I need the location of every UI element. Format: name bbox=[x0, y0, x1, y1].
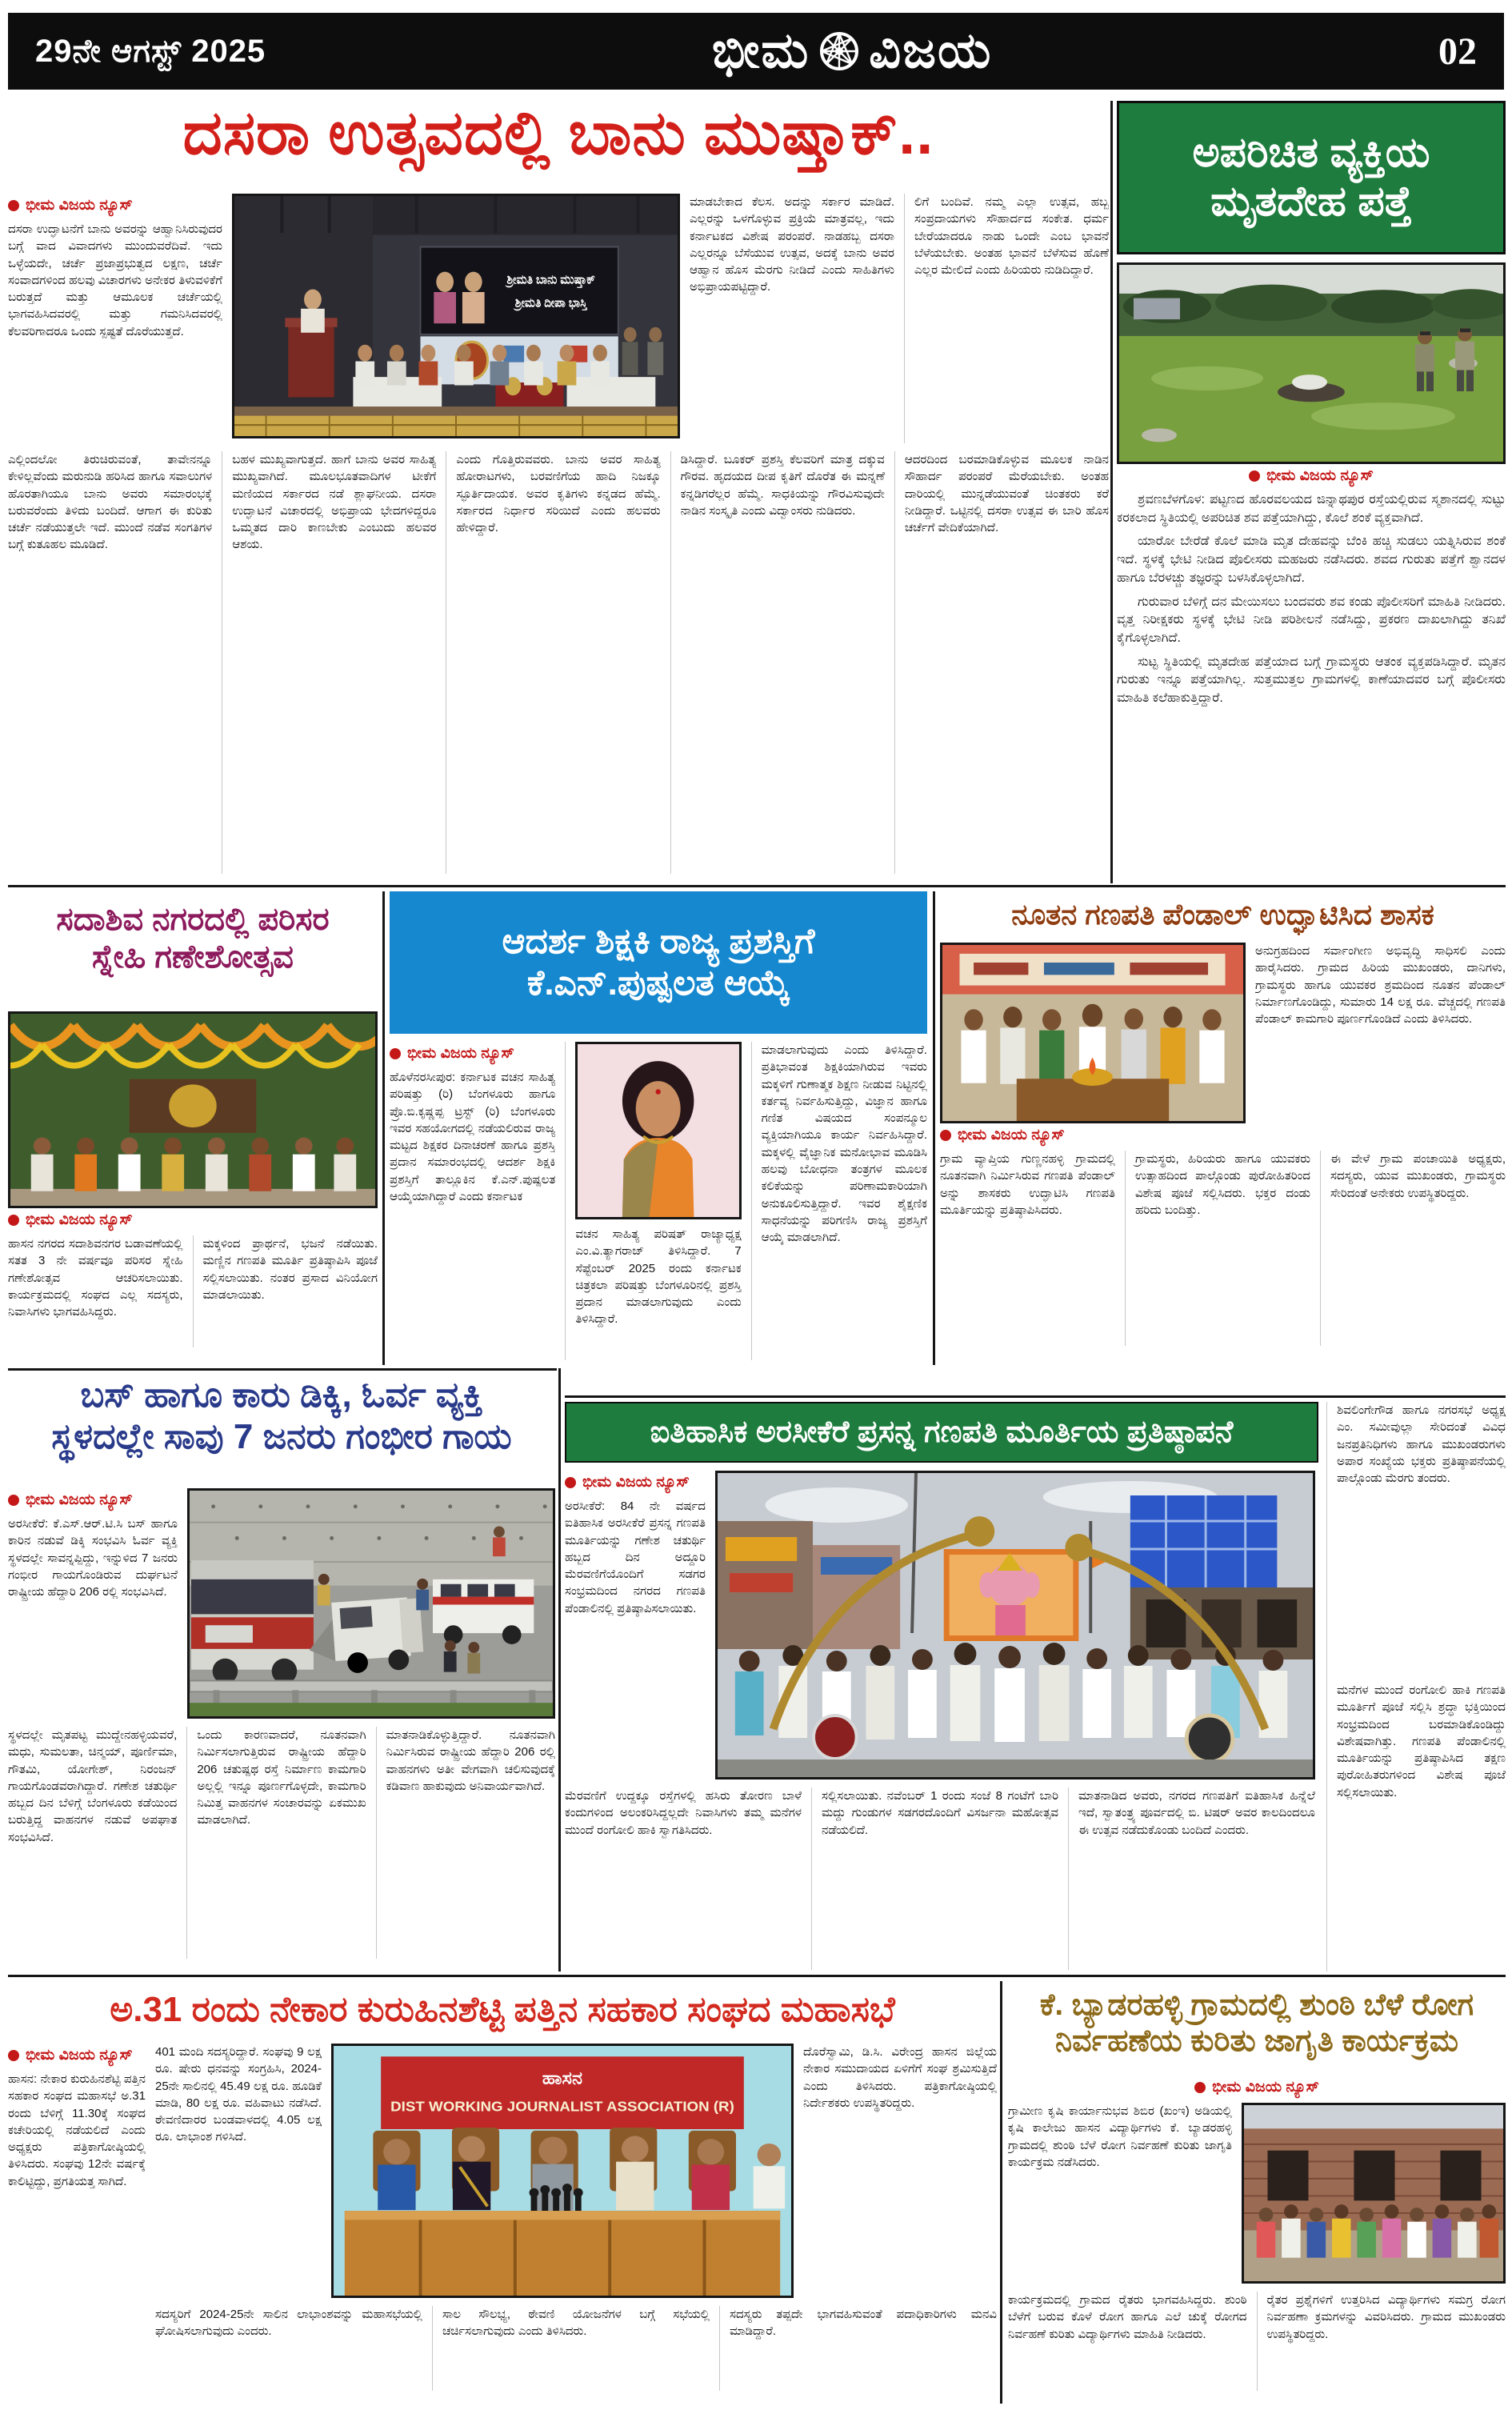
ginger-bottom-2: ರೈತರ ಪ್ರಶ್ನೆಗಳಿಗೆ ಉತ್ತರಿಸಿದ ವಿದ್ಯಾರ್ಥಿಗಳು ಸಮಗ್ರ ರೋಗ ನಿರ್ವಹಣಾ ಕ್ರಮಗಳನ್ನು ವಿವರಿಸಿದರು. ಗ್ರಾಮದ ಮುಖಂಡರು ಉಪಸ್ಥಿತರಿದ್ದರು. bbox=[1257, 2292, 1506, 2391]
article-neykara bbox=[8, 1981, 997, 2404]
byline-text: ಭೀಮ ವಿಜಯ ನ್ಯೂಸ್ bbox=[958, 1127, 1065, 1143]
headline-line-2: ಸ್ನೇಹಿ ಗಣೇಶೋತ್ಸವ bbox=[92, 939, 294, 975]
headline-sadashiva bbox=[8, 891, 378, 1011]
neykara-bottom-3: ಸದಸ್ಯರು ತಪ್ಪದೇ ಭಾಗವಹಿಸುವಂತೆ ಪದಾಧಿಕಾರಿಗಳು ಮನವಿ ಮಾಡಿದ್ದಾರೆ. bbox=[719, 2306, 997, 2391]
pendal-col-1: ಗ್ರಾಮ ವ್ಯಾಪ್ತಿಯ ಗುಣ್ಣನಹಳ್ಳಿ ಗ್ರಾಮದಲ್ಲಿ ನೂತನವಾಗಿ ನಿರ್ಮಿಸಿರುವ ಗಣಪತಿ ಪೆಂಡಾಲ್ ಅನ್ನು ಶಾಸಕರು ಉದ್ಘಾಟಿಸಿ ಗಣಪತಿ ಮೂರ್ತಿಯನ್ನು ಪ್ರತಿಷ್ಠಾಪಿಸಿದರು. bbox=[940, 1152, 1115, 1217]
byline-bullet-icon bbox=[8, 1495, 19, 1506]
press-conference-illustration bbox=[334, 2046, 791, 2296]
teacher-col-2: ವಚನ ಸಾಹಿತ್ಯ ಪರಿಷತ್ ರಾಜ್ಯಾಧ್ಯಕ್ಷ ಎಂ.ವಿ.ತ್ಯಾಗರಾಜ್ ತಿಳಿಸಿದ್ದಾರೆ. 7 ಸೆಪ್ಟೆಂಬರ್ 2025 ರಂದು ಕರ್ನಾಟಕ ಚಿತ್ರಕಲಾ ಪರಿಷತ್ತು ಬೆಂಗಳೂರಿನಲ್ಲಿ ಪ್ರಶಸ್ತಿ ಪ್ರದಾನ ಮಾಡಲಾಗುವುದು ಎಂದು ತಿಳಿಸಿದ್ದಾರೆ. bbox=[575, 1227, 742, 1327]
article-bus-accident bbox=[8, 1375, 555, 1972]
divider-vertical bbox=[1110, 101, 1113, 883]
byline bbox=[1117, 467, 1506, 485]
divider-horizontal bbox=[8, 1975, 1506, 1977]
headline-line-1: ಅಪರಿಚಿತ ವ್ಯಕ್ತಿಯ bbox=[1192, 129, 1430, 176]
newspaper-title bbox=[712, 22, 993, 80]
article-teacher-award bbox=[390, 891, 927, 1365]
field-illustration bbox=[1119, 265, 1503, 462]
divider-horizontal bbox=[565, 1395, 1506, 1398]
byline-text: ಭೀಮ ವಿಜಯ ನ್ಯೂಸ್ bbox=[407, 1045, 514, 1062]
byline-text: ಭೀಮ ವಿಜಯ ನ್ಯೂಸ್ bbox=[26, 1211, 133, 1228]
byline-bullet-icon bbox=[940, 1130, 951, 1141]
svg-text:ಹಾಸನ: ಹಾಸನ bbox=[542, 2067, 583, 2088]
dasara-col-8: ಎಂದು ಗೊತ್ತಿರುವವರು. ಬಾನು ಅವರ ಸಾಹಿತ್ಯ ಹೋರಾಟಗಳು, ಬರವಣಿಗೆಯ ಹಾದಿ ನಿಜಕ್ಕೂ ಸ್ಫೂರ್ತಿದಾಯಕ. ಅವರ ಕೃತಿಗಳು ಕನ್ನಡದ ಹೆಮ್ಮೆ. ಸರ್ಕಾರದ ನಿರ್ಧಾರ ಸರಿಯಿದೆ ಎಂದು ಹಲವರು ಹೇಳಿದ್ದಾರೆ. bbox=[446, 451, 660, 874]
headline-ginger bbox=[1008, 1981, 1506, 2076]
byline bbox=[940, 1127, 1506, 1144]
divider-horizontal bbox=[8, 885, 1506, 887]
article-ginger bbox=[1008, 1981, 1506, 2404]
bus-col-4: ಮಾತನಾಡಿಕೊಳ್ಳುತ್ತಿದ್ದಾರೆ. ನೂತನವಾಗಿ ನಿರ್ಮಿಸಿರುವ ರಾಷ್ಟ್ರೀಯ ಹೆದ್ದಾರಿ 206 ರಲ್ಲಿ ವಾಹನಗಳು ಅತೀ ವೇಗವಾಗಿ ಚಲಿಸುವುದಕ್ಕೆ ಕಡಿವಾಣ ಹಾಕುವುದು ಅನಿವಾರ್ಯವಾಗಿದೆ. bbox=[376, 1727, 555, 1959]
photo-teacher-portrait bbox=[575, 1042, 741, 1219]
pendal-col-2: ಗ್ರಾಮಸ್ಥರು, ಹಿರಿಯರು ಹಾಗೂ ಯುವಕರು ಉತ್ಸಾಹದಿಂದ ಪಾಲ್ಗೊಂಡು ಪುರೋಹಿತರಿಂದ ವಿಶೇಷ ಪೂಜೆ ಸಲ್ಲಿಸಿದರು. ಭಕ್ತರ ದಂಡು ಹರಿದು ಬಂದಿತ್ತು. bbox=[1125, 1151, 1310, 1346]
arasikere-col-1: ಮೆರವಣಿಗೆ ಉದ್ದಕ್ಕೂ ರಸ್ತೆಗಳಲ್ಲಿ ಹಸಿರು ತೋರಣ ಬಾಳೆ ಕಂದುಗಳಿಂದ ಅಲಂಕರಿಸಿದ್ದಲ್ಲದೇ ನಿವಾಸಿಗಳು ತಮ್ಮ ಮನೆಗಳ ಮುಂದೆ ರಂಗೋಲಿ ಹಾಕಿ ಸ್ವಾಗತಿಸಿದರು. bbox=[565, 1789, 802, 1837]
headline-line-2: ಸ್ಥಳದಲ್ಲೇ ಸಾವು 7 ಜನರು ಗಂಭೀರ ಗಾಯ bbox=[51, 1416, 512, 1456]
edition-date: 29ನೇ ಆಗಸ್ಟ್ 2025 bbox=[35, 33, 266, 69]
pendal-illustration bbox=[942, 945, 1243, 1121]
divider-vertical bbox=[382, 891, 385, 1365]
masthead-word-right: ವಿಜಯ bbox=[869, 23, 993, 78]
byline-text: ಭೀಮ ವಿಜಯ ನ್ಯೂಸ್ bbox=[26, 1491, 133, 1508]
ginger-bottom-1: ಕಾರ್ಯಕ್ರಮದಲ್ಲಿ ಗ್ರಾಮದ ರೈತರು ಭಾಗವಹಿಸಿದ್ದರು. ಶುಂಠಿ ಬೆಳೆಗೆ ಬರುವ ಕೊಳೆ ರೋಗ ಹಾಗೂ ಎಲೆ ಚುಕ್ಕೆ ರೋಗದ ನಿರ್ವಹಣೆ ಕುರಿತು ವಿದ್ಯಾರ್ಥಿಗಳು ಮಾಹಿತಿ ನೀಡಿದರು. bbox=[1008, 2293, 1247, 2341]
neykara-col-3: ದೊರೆಸ್ವಾಮಿ, ಡಿ.ಸಿ. ವಿರೇಂದ್ರ ಹಾಸನ ಜಿಲ್ಲೆಯ ನೇಕಾರ ಸಮುದಾಯದ ಏಳಿಗೆಗೆ ಸಂಘ ಶ್ರಮಿಸುತ್ತಿದೆ ಎಂದು ತಿಳಿಸಿದರು. ಪತ್ರಿಕಾಗೋಷ್ಠಿಯಲ್ಲಿ ನಿರ್ದೇಶಕರು ಉಪಸ್ಥಿತರಿದ್ದರು. bbox=[803, 2045, 997, 2110]
headline-pendal: ನೂತನ ಗಣಪತಿ ಪೆಂಡಾಲ್ ಉದ್ಘಾಟಿಸಿದ ಶಾಸಕ bbox=[1011, 898, 1434, 931]
article-dead-body bbox=[1117, 101, 1506, 883]
headline-dasara: ದಸರಾ ಉತ್ಸವದಲ್ಲಿ ಬಾನು ಮುಷ್ತಾಕ್.. bbox=[182, 99, 934, 167]
bus-col-3: ಒಂದು ಕಾರಣವಾದರೆ, ನೂತನವಾಗಿ ನಿರ್ಮಿಸಲಾಗುತ್ತಿರುವ ರಾಷ್ಟ್ರೀಯ ಹೆದ್ದಾರಿ 206 ಚತುಷ್ಪಥ ರಸ್ತೆ ನಿರ್ಮಾಣ ಕಾಮಗಾರಿ ಅಲ್ಲಲ್ಲಿ ಇನ್ನೂ ಪೂರ್ಣಗೊಳ್ಳದೇ, ಕಾಮಗಾರಿ ನಿಮಿತ್ತ ವಾಹನಗಳ ಸಂಚಾರವನ್ನು ಏಕಮುಖ ಮಾಡಲಾಗಿದೆ. bbox=[186, 1727, 366, 1959]
paragraph: ಯಾರೋ ಬೇರೆಡೆ ಕೊಲೆ ಮಾಡಿ ಮೃತ ದೇಹವನ್ನು ಬೆಂಕಿ ಹಚ್ಚಿ ಸುಡಲು ಯತ್ನಿಸಿರುವ ಶಂಕೆ ಇದೆ. ಸ್ಥಳಕ್ಕೆ ಭೇಟಿ ನೀಡಿದ ಪೊಲೀಸರು ಮಹಜರು ನಡೆಸಿದರು. ಶವದ ಗುರುತು ಪತ್ತೆಗೆ ಶ್ವಾನದಳ ಹಾಗೂ ಬೆರಳಚ್ಚು ತಜ್ಞರನ್ನು ಬಳಸಿಕೊಳ್ಳಲಾಗಿದೆ. bbox=[1117, 534, 1506, 585]
headline-line-1: ಬಸ್ ಹಾಗೂ ಕಾರು ಡಿಕ್ಕಿ, ಓರ್ವ ವ್ಯಕ್ತಿ bbox=[80, 1375, 483, 1415]
teacher-col-1: ಹೊಳೆನರಸೀಪುರ: ಕರ್ನಾಟಕ ವಚನ ಸಾಹಿತ್ಯ ಪರಿಷತ್ತು (ರಿ) ಬೆಂಗಳೂರು ಹಾಗೂ ಪ್ರೊ.ಬಿ.ಕೃಷ್ಣಪ್ಪ ಟ್ರಸ್ಟ್ (ರಿ) ಬೆಂಗಳೂರು ಇವರ ಸಹಯೋಗದಲ್ಲಿ ನಡೆಯಲಿರುವ ರಾಜ್ಯ ಮಟ್ಟದ ಶಿಕ್ಷಕರ ದಿನಾಚರಣೆ ಹಾಗೂ ಪ್ರಶಸ್ತಿ ಪ್ರದಾನ ಸಮಾರಂಭದಲ್ಲಿ ಆದರ್ಶ ಶಿಕ್ಷಕಿ ಪ್ರಶಸ್ತಿಗೆ ತಾಲ್ಲೂಕಿನ ಕೆ.ಎನ್.ಪುಷ್ಪಲತ ಆಯ್ಕೆಯಾಗಿದ್ದಾರೆ ಎಂದು ಕರ್ನಾಟಕ bbox=[390, 1071, 556, 1204]
photo-village-awareness bbox=[1242, 2103, 1506, 2284]
svg-text:DIST WORKING JOURNALIST ASSOCI: DIST WORKING JOURNALIST ASSOCIATION (R) bbox=[390, 2097, 734, 2115]
byline-text: ಭೀಮ ವಿಜಯ ನ್ಯೂಸ್ bbox=[26, 2047, 133, 2064]
byline-bullet-icon bbox=[8, 2050, 19, 2061]
byline-bullet-icon bbox=[390, 1048, 401, 1059]
photo-bus-car-crash bbox=[187, 1488, 555, 1719]
byline bbox=[565, 1474, 706, 1491]
bus-col-1: ಅರಸೀಕೆರೆ: ಕೆ.ಎಸ್.ಆರ್.ಟಿ.ಸಿ ಬಸ್ ಹಾಗೂ ಕಾರಿನ ನಡುವೆ ಡಿಕ್ಕಿ ಸಂಭವಿಸಿ ಓರ್ವ ವ್ಯಕ್ತಿ ಸ್ಥಳದಲ್ಲೇ ಸಾವನ್ನಪ್ಪಿದ್ದು, ಇನ್ನುಳಿದ 7 ಜನರು ಗಂಭೀರ ಗಾಯಗೊಂಡಿರುವ ದುರ್ಘಟನೆ ರಾಷ್ಟ್ರೀಯ ಹೆದ್ದಾರಿ 206 ರಲ್ಲಿ ಸಂಭವಿಸಿದೆ. bbox=[8, 1517, 178, 1599]
page-number: 02 bbox=[1438, 30, 1477, 73]
byline-bullet-icon bbox=[8, 1215, 19, 1226]
headline-line-2: ನಿರ್ವಹಣೆಯ ಕುರಿತು ಜಾಗೃತಿ ಕಾರ್ಯಕ್ರಮ bbox=[1054, 2024, 1459, 2058]
arasikere-lead: ಅರಸೀಕೆರೆ: 84 ನೇ ವರ್ಷದ ಐತಿಹಾಸಿಕ ಅರಸೀಕೆರೆ ಪ್ರಸನ್ನ ಗಣಪತಿ ಮೂರ್ತಿಯನ್ನು ಗಣೇಶ ಚತುರ್ಥಿ ಹಬ್ಬದ ದಿನ ಅದ್ದೂರಿ ಮೆರವಣಿಗೆಯೊಂದಿಗೆ ಸಡಗರ ಸಂಭ್ರಮದಿಂದ ನಗರದ ಗಣಪತಿ ಪೆಂಡಾಲಿನಲ್ಲಿ ಪ್ರತಿಷ್ಠಾಪಿಸಲಾಯಿತು. bbox=[565, 1499, 706, 1615]
article-dasara bbox=[8, 98, 1109, 883]
dasara-col-9: ಡಿಸಿದ್ದಾರೆ. ಬೂಕರ್ ಪ್ರಶಸ್ತಿ ಕೆಲವರಿಗೆ ಮಾತ್ರ ದಕ್ಕುವ ಗೌರವ. ಹೃದಯದ ದೀಪ ಕೃತಿಗೆ ದೊರೆತ ಈ ಮನ್ನಣೆ ಕನ್ನಡಿಗರೆಲ್ಲರ ಹೆಮ್ಮೆ. ಸಾಧಕಿಯನ್ನು ಗೌರವಿಸುವುದೇ ನಾಡಿನ ಸಂಸ್ಕೃತಿ ಎಂದು ವಿದ್ವಾಂಸರು ನುಡಿದರು. bbox=[670, 451, 885, 874]
arasikere-col-3: ಮಾತನಾಡಿದ ಅವರು, ನಗರದ ಗಣಪತಿಗೆ ಐತಿಹಾಸಿಕ ಹಿನ್ನೆಲೆ ಇದೆ, ಸ್ವಾತಂತ್ರ್ಯ ಪೂರ್ವದಲ್ಲಿ ಬಿ. ಟಿಷರ್ ಅವರ ಕಾಲದಿಂದಲೂ ಈ ಉತ್ಸವ ನಡೆದುಕೊಂಡು ಬಂದಿದೆ ಎಂದರು. bbox=[1068, 1787, 1315, 1970]
dasara-col-10: ಆದರದಿಂದ ಬರಮಾಡಿಕೊಳ್ಳುವ ಮೂಲಕ ನಾಡಿನ ಸೌಹಾರ್ದ ಪರಂಪರೆ ಮೆರೆಯಬೇಕು. ಅಂತಹ ದಾರಿಯಲ್ಲಿ ಮುನ್ನಡೆಯುವಂತೆ ಚಿಂತಕರು ಕರೆ ನೀಡಿದ್ದಾರೆ. ಒಟ್ಟಿನಲ್ಲಿ ದಸರಾ ಉತ್ಸವ ಈ ಬಾರಿ ಹೊಸ ಚರ್ಚೆಗೆ ವೇದಿಕೆಯಾಗಿದೆ. bbox=[894, 451, 1109, 874]
divider-horizontal bbox=[8, 1368, 557, 1371]
paragraph: ಸುಟ್ಟ ಸ್ಥಿತಿಯಲ್ಲಿ ಮೃತದೇಹ ಪತ್ತೆಯಾದ ಬಗ್ಗೆ ಗ್ರಾಮಸ್ಥರು ಆತಂಕ ವ್ಯಕ್ತಪಡಿಸಿದ್ದಾರೆ. ಮೃತನ ಗುರುತು ಇನ್ನೂ ಪತ್ತೆಯಾಗಿಲ್ಲ. ಸುತ್ತಮುತ್ತಲ ಗ್ರಾಮಗಳಲ್ಲಿ ಕಾಣೆಯಾದವರ ಬಗ್ಗೆ ಪೊಲೀಸರು ಮಾಹಿತಿ ಕಲೆಹಾಕುತ್ತಿದ್ದಾರೆ. bbox=[1117, 655, 1506, 706]
dasara-col-6: ಎಲ್ಲಿಂದಲೋ ತಿರುಚಿರುವಂತೆ, ತಾವೇನನ್ನೂ ಕೇಳಿಲ್ಲವೆಂದು ಮರುನುಡಿ ಹರಿಸಿದ ಹಾಗೂ ಸವಾಲುಗಳ ಹೊರತಾಗಿಯೂ ಬಾನು ಅವರು ಸಮಾರಂಭಕ್ಕೆ ಬರುವರೆಂದು ತಿಳಿದು ಬಂದಿದೆ. ಆಗಾಗ ಈ ಕುರಿತು ಚರ್ಚೆ ನಡೆಯುತ್ತಲೇ ಇದೆ. ಮುಂದೆ ನಡೆವ ಸಂಗತಿಗಳ ಬಗ್ಗೆ ಕುತೂಹಲ ಮೂಡಿದೆ. bbox=[8, 453, 213, 552]
headline-line-1: ಸದಾಶಿವ ನಗರದಲ್ಲಿ ಪರಿಸರ bbox=[56, 902, 330, 937]
dasara-col-7: ಬಹಳ ಮುಖ್ಯವಾಗುತ್ತದೆ. ಹಾಗೆ ಬಾನು ಅವರ ಸಾಹಿತ್ಯ ಮುಖ್ಯವಾಗಿದೆ. ಮೂಲಭೂತವಾದಿಗಳ ಟೀಕೆಗೆ ಮಣಿಯದ ಸರ್ಕಾರದ ನಡೆ ಶ್ಲಾಘನೀಯ. ದಸರಾ ಉದ್ಘಾಟನೆ ವಿಚಾರದಲ್ಲಿ ಅಭಿಪ್ರಾಯ ಭೇದಗಳಿದ್ದರೂ ಒಮ್ಮತದ ದಾರಿ ಕಾಣಬೇಕು ಎಂಬುದು ಹಲವರ ಆಶಯ. bbox=[222, 451, 436, 874]
neykara-col-2: 401 ಮಂದಿ ಸದಸ್ಯರಿದ್ದಾರೆ. ಸಂಘವು 9 ಲಕ್ಷ ರೂ. ಷೇರು ಧನವನ್ನು ಸಂಗ್ರಹಿಸಿ, 2024-25ನೇ ಸಾಲಿನಲ್ಲಿ 45.49 ಲಕ್ಷ ರೂ. ಹೂಡಿಕೆ ಮಾಡಿ, 80 ಲಕ್ಷ ರೂ. ವಹಿವಾಟು ನಡೆಸಿದೆ. ಠೇವಣಿದಾರರ ಬಂಡವಾಳದಲ್ಲಿ 4.05 ಲಕ್ಷ ರೂ. ಲಾಭಾಂಶ ಗಳಿಸಿದೆ. bbox=[155, 2045, 322, 2144]
headline-line-1: ಕೆ. ಬ್ಯಾಡರಹಳ್ಳಿ ಗ್ರಾಮದಲ್ಲಿ ಶುಂಠಿ ಬೆಳೆ ರೋಗ bbox=[1039, 1988, 1474, 2022]
neykara-col-1: ಹಾಸನ: ನೇಕಾರ ಕುರುಹಿನಶೆಟ್ಟಿ ಪತ್ತಿನ ಸಹಕಾರ ಸಂಘದ ಮಹಾಸಭೆ ಅ.31 ರಂದು ಬೆಳಿಗ್ಗೆ 11.30ಕ್ಕೆ ಸಂಘದ ಕಚೇರಿಯಲ್ಲಿ ನಡೆಯಲಿದೆ ಎಂದು ಅಧ್ಯಕ್ಷರು ಪತ್ರಿಕಾಗೋಷ್ಠಿಯಲ್ಲಿ ತಿಳಿಸಿದರು. ಸಂಘವು 12ನೇ ವರ್ಷಕ್ಕೆ ಕಾಲಿಟ್ಟಿದ್ದು, ಪ್ರಗತಿಯತ್ತ ಸಾಗಿದೆ. bbox=[8, 2072, 146, 2188]
photo-stage-event bbox=[232, 194, 680, 438]
byline-text: ಭೀಮ ವಿಜಯ ನ್ಯೂಸ್ bbox=[1212, 2079, 1319, 2096]
headline-neykara: ಅ.31 ರಂದು ನೇಕಾರ ಕುರುಹಿನಶೆಟ್ಟಿ ಪತ್ತಿನ ಸಹಕಾರ ಸಂಘದ ಮಹಾಸಭೆ bbox=[110, 1990, 895, 2029]
byline bbox=[390, 1045, 555, 1063]
pendal-col-3: ಈ ವೇಳೆ ಗ್ರಾಮ ಪಂಚಾಯಿತಿ ಅಧ್ಯಕ್ಷರು, ಸದಸ್ಯರು, ಯುವ ಮುಖಂಡರು, ಗ್ರಾಮಸ್ಥರು ಸೇರಿದಂತೆ ಅನೇಕರು ಉಪಸ್ಥಿತರಿದ್ದರು. bbox=[1320, 1151, 1506, 1346]
sadashiva-col-1: ಹಾಸನ ನಗರದ ಸದಾಶಿವನಗರ ಬಡಾವಣೆಯಲ್ಲಿ ಸತತ 3 ನೇ ವರ್ಷವೂ ಪರಿಸರ ಸ್ನೇಹಿ ಗಣೇಶೋತ್ಸವ ಆಚರಿಸಲಾಯಿತು. ಕಾರ್ಯಕ್ರಮದಲ್ಲಿ ಸಂಘದ ಎಲ್ಲ ಸದಸ್ಯರು, ನಿವಾಸಿಗಳು ಭಾಗವಹಿಸಿದ್ದರು. bbox=[8, 1237, 183, 1319]
article-sadashiva bbox=[8, 891, 378, 1365]
photo-ganapati-procession bbox=[715, 1471, 1315, 1779]
dasara-col-4: ಮಾಡಬೇಕಾದ ಕೆಲಸ. ಅದನ್ನು ಸರ್ಕಾರ ಮಾಡಿದೆ. ಎಲ್ಲರನ್ನು ಒಳಗೊಳ್ಳುವ ಪ್ರಕ್ರಿಯೆ ಮಾತ್ರವಲ್ಲ, ಇದು ಕರ್ನಾಟಕದ ವಿಶೇಷ ಪರಂಪರೆ. ನಾಡಹಬ್ಬ ದಸರಾ ಎಲ್ಲರನ್ನೂ ಬೆಸೆಯುವ ಉತ್ಸವ, ಅದಕ್ಕೆ ಬಾನು ಅವರ ಆಹ್ವಾನ ಹೊಸ ಮೆರಗು ನೀಡಿದೆ ಎಂದು ಸಾಹಿತಿಗಳು ಅಭಿಪ್ರಾಯಪಟ್ಟಿದ್ದಾರೆ. bbox=[690, 195, 894, 294]
crash-illustration bbox=[190, 1491, 553, 1716]
svg-text:ಶ್ರೀಮತಿ ದೀಪಾ ಭಾಸ್ತಿ: ಶ್ರೀಮತಿ ದೀಪಾ ಭಾಸ್ತಿ bbox=[514, 295, 587, 310]
paragraph: ಗುರುವಾರ ಬೆಳಿಗ್ಗೆ ದನ ಮೇಯಿಸಲು ಬಂದವರು ಶವ ಕಂಡು ಪೊಲೀಸರಿಗೆ ಮಾಹಿತಿ ನೀಡಿದರು. ವೃತ್ತ ನಿರೀಕ್ಷಕರು ಸ್ಥಳಕ್ಕೆ ಭೇಟಿ ನೀಡಿ ಪರಿಶೀಲನೆ ನಡೆಸಿದ್ದು, ಪ್ರಕರಣ ದಾಖಲಾಗಿದ್ದು ತನಿಖೆ ಕೈಗೊಳ್ಳಲಾಗಿದೆ. bbox=[1117, 594, 1506, 646]
dasara-col-5: ಲಿಗೆ ಬಂದಿವೆ. ನಮ್ಮ ಎಲ್ಲಾ ಉತ್ಸವ, ಹಬ್ಬ ಸಂಪ್ರದಾಯಗಳು ಸೌಹಾರ್ದದ ಸಂಕೇತ. ಧರ್ಮ ಬೇರೆಯಾದರೂ ನಾಡು ಒಂದೇ ಎಂಬ ಭಾವನೆ ಬೆಳೆಯಬೇಕು. ಅಂತಹ ಭಾವನೆ ಬೆಳೆಸುವ ಹೊಣೆ ಎಲ್ಲರ ಮೇಲಿದೆ ಎಂದು ಹಿರಿಯರು ನುಡಿದಿದ್ದಾರೆ. bbox=[904, 194, 1109, 443]
masthead-bar bbox=[8, 13, 1504, 90]
byline bbox=[8, 1491, 178, 1509]
teacher-col-3: ಮಾಡಲಾಗುವುದು ಎಂದು ತಿಳಿಸಿದ್ದಾರೆ. ಪ್ರತಿಭಾವಂತ ಶಿಕ್ಷಕಿಯಾಗಿರುವ ಇವರು ಮಕ್ಕಳಿಗೆ ಗುಣಾತ್ಮಕ ಶಿಕ್ಷಣ ನೀಡುವ ನಿಟ್ಟಿನಲ್ಲಿ ಕರ್ತವ್ಯ ನಿರ್ವಹಿಸುತ್ತಿದ್ದು, ವಿಜ್ಞಾನ ಹಾಗೂ ಗಣಿತ ವಿಷಯದ ಸಂಪನ್ಮೂಲ ವ್ಯಕ್ತಿಯಾಗಿಯೂ ಕಾರ್ಯ ನಿರ್ವಹಿಸಿದ್ದಾರೆ. ಮಕ್ಕಳಲ್ಲಿ ವೈಜ್ಞಾನಿಕ ಮನೋಭಾವ ಮೂಡಿಸಿ ಹಲವು ಬೋಧನಾ ತಂತ್ರಗಳ ಮೂಲಕ ಕಲಿಕೆಯನ್ನು ಪರಿಣಾಮಕಾರಿಯಾಗಿ ಅನುಕೂಲಿಸುತ್ತಿದ್ದಾರೆ. ಇವರ ಶೈಕ್ಷಣಿಕ ಸಾಧನೆಯನ್ನು ಪರಿಗಣಿಸಿ ರಾಜ್ಯ ಪ್ರಶಸ್ತಿಗೆ ಆಯ್ಕೆ ಮಾಡಲಾಗಿದೆ. bbox=[751, 1042, 927, 1360]
divider-vertical bbox=[558, 1368, 561, 1972]
article-pendal bbox=[940, 891, 1506, 1365]
photo-garland-ganeshotsava bbox=[8, 1011, 378, 1208]
article-arasikere bbox=[565, 1402, 1506, 1972]
headline-dead-body bbox=[1117, 101, 1506, 254]
byline-bullet-icon bbox=[565, 1477, 576, 1488]
masthead-word-left: ಭೀಮ bbox=[711, 23, 810, 78]
byline-text: ಭೀಮ ವಿಜಯ ನ್ಯೂಸ್ bbox=[26, 197, 133, 214]
arasikere-side-2: ಮನೆಗಳ ಮುಂದೆ ರಂಗೋಲಿ ಹಾಕಿ ಗಣಪತಿ ಮೂರ್ತಿಗೆ ಪೂಜೆ ಸಲ್ಲಿಸಿ ಶ್ರದ್ಧಾ ಭಕ್ತಿಯಿಂದ ಸಂಭ್ರಮದಿಂದ ಬರಮಾಡಿಕೊಂಡಿದ್ದು ವಿಶೇಷವಾಗಿತ್ತು. ಗಣಪತಿ ಪೆಂಡಾಲಿನಲ್ಲಿ ಮೂರ್ತಿಯನ್ನು ಪ್ರತಿಷ್ಠಾಪಿಸಿದ ತಕ್ಷಣ ಪುರೋಹಿತರುಗಳಿಂದ ವಿಶೇಷ ಪೂಜೆ ಸಲ್ಲಿಸಲಾಯಿತು. bbox=[1337, 1683, 1506, 1799]
village-illustration bbox=[1244, 2105, 1503, 2281]
procession-illustration bbox=[718, 1473, 1313, 1777]
pendal-side-col: ಅನುಗ್ರಹದಿಂದ ಸರ್ವಾಂಗೀಣ ಅಭಿವೃದ್ಧಿ ಸಾಧಿಸಲಿ ಎಂದು ಹಾರೈಸಿದರು. ಗ್ರಾಮದ ಹಿರಿಯ ಮುಖಂಡರು, ದಾನಿಗಳು, ಗ್ರಾಮಸ್ಥರು ಹಾಗೂ ಯುವಕರ ಶ್ರಮದಿಂದ ನೂತನ ಪೆಂಡಾಲ್ ನಿರ್ಮಾಣಗೊಂಡಿದ್ದು, ಸುಮಾರು 14 ಲಕ್ಷ ರೂ. ವೆಚ್ಚದಲ್ಲಿ ಗಣಪತಿ ಪೆಂಡಾಲ್ ಕಾಮಗಾರಿ ಪೂರ್ಣಗೊಂಡಿದೆ ಎಂದು ತಿಳಿಸಿದರು. bbox=[1255, 944, 1506, 1027]
byline-bullet-icon bbox=[1194, 2082, 1206, 2093]
teacher-portrait-illustration bbox=[578, 1044, 738, 1217]
paragraph: ಶ್ರವಣಬೆಳಗೊಳ: ಪಟ್ಟಣದ ಹೊರವಲಯದ ಜಿನ್ನಾಥಪುರ ರಸ್ತೆಯಲ್ಲಿರುವ ಸ್ಮಶಾನದಲ್ಲಿ ಸುಟ್ಟು ಕರಕಲಾದ ಸ್ಥಿತಿಯಲ್ಲಿ ಅಪರಿಚಿತ ಶವ ಪತ್ತೆಯಾಗಿದ್ದು, ಕೊಲೆ ಶಂಕೆ ವ್ಯಕ್ತವಾಗಿದೆ. bbox=[1117, 493, 1506, 525]
headline-teacher-award bbox=[390, 891, 927, 1034]
headline-bus-accident bbox=[8, 1375, 555, 1488]
photo-pendal-inauguration bbox=[940, 943, 1246, 1123]
dasara-col-1: ದಸರಾ ಉದ್ಘಾಟನೆಗೆ ಬಾನು ಅವರನ್ನು ಆಹ್ವಾನಿಸಿರುವುದರ ಬಗ್ಗೆ ವಾದ ವಿವಾದಗಳು ಮುಂದುವರೆದಿವೆ. ಇದು ಒಳ್ಳೆಯದೇ, ಚರ್ಚೆ ಪ್ರಜಾಪ್ರಭುತ್ವದ ಲಕ್ಷಣ, ಚರ್ಚೆ ಸಂವಾದಗಳಿಂದ ಹಲವು ವಿಚಾರಗಳು ಅನೇಕರ ತಿಳುವಳಿಕೆಗೆ ಬರುತ್ತದೆ ಮತ್ತು ಆಮೂಲಕ ಚರ್ಚೆಯಲ್ಲಿ ಭಾಗವಹಿಸಿದವರಲ್ಲಿ ಮತ್ತು ಗಮನಿಸಿದವರಲ್ಲಿ ಕೆಲವರಿಗಾದರೂ ಒಂದು ಸ್ಪಷ್ಟತೆ ದೊರೆಯುತ್ತದೆ. bbox=[8, 222, 222, 338]
arasikere-col-2: ಸಲ್ಲಿಸಲಾಯಿತು. ನವೆಂಬರ್ 1 ರಂದು ಸಂಜೆ 8 ಗಂಟೆಗೆ ಬಾರಿ ಮದ್ದು ಗುಂಡುಗಳ ಸಡಗರದೊಂದಿಗೆ ವಿಸರ್ಜನಾ ಮಹೋತ್ಸವ ನಡೆಯಲಿದೆ. bbox=[811, 1787, 1058, 1970]
headline-arasikere: ಐತಿಹಾಸಿಕ ಅರಸೀಕೆರೆ ಪ್ರಸನ್ನ ಗಣಪತಿ ಮೂರ್ತಿಯ ಪ್ರತಿಷ್ಠಾಪನೆ bbox=[565, 1402, 1318, 1463]
bus-col-2: ಸ್ಥಳದಲ್ಲೇ ಮೃತಪಟ್ಟ ಮುದ್ದೇನಹಳ್ಳಿಯವರೆ, ಮಧು, ಸುಮಲತಾ, ಚಿನ್ಮಯ್, ಪೂರ್ಣಿಮಾ, ಗೌತಮಿ, ಯೋಗೇಶ್, ನಿರಂಜನ್ ಗಾಯಗೊಂಡವರಾಗಿದ್ದಾರೆ. ಗಣೇಶ ಚತುರ್ಥಿ ಹಬ್ಬದ ದಿನ ಬೆಳಿಗ್ಗೆ ಬೆಂಗಳೂರು ಕಡೆಯಿಂದ ಬರುತ್ತಿದ್ದ ವಾಹನಗಳ ನಡುವೆ ಅಪಘಾತ ಸಂಭವಿಸಿದೆ. bbox=[8, 1728, 178, 1844]
photo-crime-scene-field bbox=[1117, 262, 1506, 464]
photo-press-conference bbox=[331, 2044, 794, 2298]
neykara-bottom-2: ಸಾಲ ಸೌಲಭ್ಯ, ಠೇವಣಿ ಯೋಜನೆಗಳ ಬಗ್ಗೆ ಸಭೆಯಲ್ಲಿ ಚರ್ಚಿಸಲಾಗುವುದು ಎಂದು ತಿಳಿಸಿದರು. bbox=[432, 2306, 710, 2391]
headline-line-2: ಕೆ.ಎನ್.ಪುಷ್ಪಲತ ಆಯ್ಕೆ bbox=[526, 963, 790, 1003]
byline bbox=[8, 197, 222, 214]
chakra-icon bbox=[818, 30, 861, 73]
arasikere-side-col bbox=[1326, 1402, 1506, 1972]
svg-text:ಶ್ರೀಮತಿ ಬಾನು ಮುಷ್ತಾಕ್: ಶ್ರೀಮತಿ ಬಾನು ಮುಷ್ತಾಕ್ bbox=[506, 272, 595, 287]
byline-text: ಭೀಮ ವಿಜಯ ನ್ಯೂಸ್ bbox=[582, 1474, 690, 1491]
byline bbox=[8, 1211, 378, 1229]
stage-event-illustration bbox=[234, 196, 678, 436]
headline-line-2: ಮೃತದೇಹ ಪತ್ತೆ bbox=[1210, 178, 1412, 225]
byline bbox=[1008, 2079, 1506, 2096]
garland-illustration bbox=[10, 1014, 375, 1206]
arasikere-side-1: ಶಿವಲಿಂಗೇಗೌಡ ಹಾಗೂ ನಗರಸಭೆ ಅಧ್ಯಕ್ಷ ಎಂ. ಸಮೀವುಲ್ಲಾ ಸೇರಿದಂತೆ ವಿವಿಧ ಜನಪ್ರತಿನಿಧಿಗಳು ಹಾಗೂ ಮುಖಂಡರುಗಳು ಅಪಾರ ಸಂಖ್ಯೆಯ ಭಕ್ತರು ಪ್ರತಿಷ್ಠಾಪನೆಯಲ್ಲಿ ಪಾಲ್ಗೊಂಡು ಮೆರಗು ತಂದರು. bbox=[1337, 1403, 1506, 1486]
ginger-col-1: ಗ್ರಾಮೀಣ ಕೃಷಿ ಕಾರ್ಯಾನುಭವ ಶಿಬಿರ (ಖಂಇ) ಅಡಿಯಲ್ಲಿ ಕೃಷಿ ಕಾಲೇಜು ಹಾಸನ ವಿದ್ಯಾರ್ಥಿಗಳು ಕೆ. ಬ್ಯಾಡರಹಳ್ಳಿ ಗ್ರಾಮದಲ್ಲಿ ಶುಂಠಿ ಬೆಳೆ ರೋಗ ನಿರ್ವಹಣೆ ಕುರಿತು ಜಾಗೃತಿ ಕಾರ್ಯಕ್ರಮ ನಡೆಸಿದರು. bbox=[1008, 2104, 1232, 2169]
dead-body-text bbox=[1117, 491, 1506, 874]
byline-bullet-icon bbox=[8, 200, 19, 211]
byline-text: ಭೀಮ ವಿಜಯ ನ್ಯೂಸ್ bbox=[1266, 467, 1374, 484]
sadashiva-col-2: ಮಕ್ಕಳಿಂದ ಪ್ರಾರ್ಥನೆ, ಭಜನೆ ನಡೆಯಿತು. ಮಣ್ಣಿನ ಗಣಪತಿ ಮೂರ್ತಿ ಪ್ರತಿಷ್ಠಾಪಿಸಿ ಪೂಜೆ ಸಲ್ಲಿಸಲಾಯಿತು. ನಂತರ ಪ್ರಸಾದ ವಿನಿಯೋಗ ಮಾಡಲಾಯಿತು. bbox=[193, 1235, 378, 1347]
divider-vertical bbox=[933, 891, 935, 1365]
byline-bullet-icon bbox=[1249, 470, 1260, 482]
neykara-bottom-1: ಸದಸ್ಯರಿಗೆ 2024-25ನೇ ಸಾಲಿನ ಲಾಭಾಂಶವನ್ನು ಮಹಾಸಭೆಯಲ್ಲಿ ಘೋಷಿಸಲಾಗುವುದು ಎಂದರು. bbox=[155, 2308, 422, 2339]
divider-vertical bbox=[1000, 1981, 1002, 2404]
byline bbox=[8, 2047, 146, 2064]
headline-line-1: ಆದರ್ಶ ಶಿಕ್ಷಕಿ ರಾಜ್ಯ ಪ್ರಶಸ್ತಿಗೆ bbox=[502, 922, 815, 962]
